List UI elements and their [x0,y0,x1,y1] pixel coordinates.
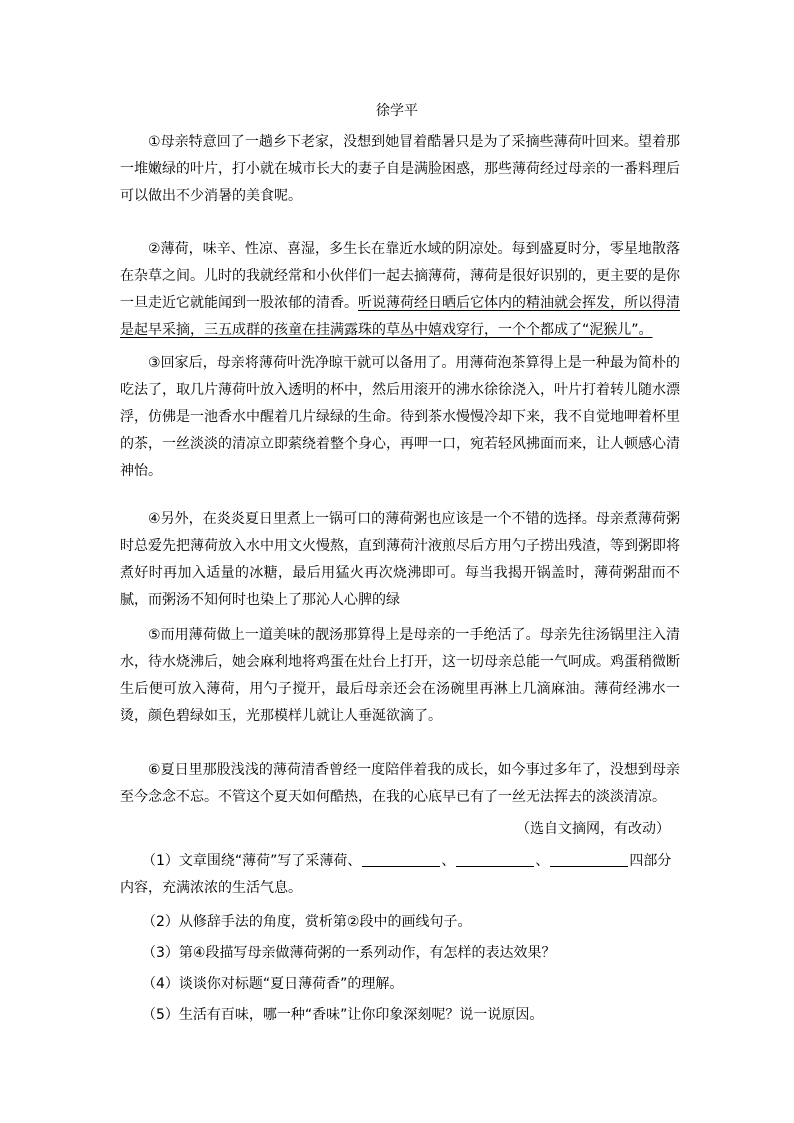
paragraph-2 [120,236,680,344]
author-name: 徐学平 [376,103,418,119]
source-note: （选自文摘网，有改动） [516,821,670,837]
question-5: （5）生活有百味，哪一种“香味”让你印象深刻呢？说一说原因。 [142,1007,544,1023]
question-3: （3）第④段描写母亲做薄荷粥的一系列动作，有怎样的表达效果？ [142,945,556,961]
answer-blank-2[interactable] [456,852,534,867]
question-4: （4）谈谈你对标题“夏日薄荷香”的理解。 [142,976,404,992]
answer-blank-3[interactable] [550,852,628,867]
answer-blank-1[interactable] [362,852,440,867]
question-2: （2）从修辞手法的角度，赏析第②段中的画线句子。 [142,914,472,930]
paragraph-1: ①母亲特意回了一趟乡下老家，没想到她冒着酷暑只是为了采摘些薄荷叶回来。望着那一堆嫩绿的叶片，打小就在城市长大的妻子自是满脸困惑，那些薄荷经过母亲的一番料理后可以做出不少消暑的美食呢。 [120,134,680,204]
paragraph-2-text: ②薄荷，味辛、性凉、喜湿，多生长在靠近水域的阴凉处。每到盛夏时分，零星地散落在杂草之间。儿时的我就经常和小伙伴们一起去摘薄荷，薄荷是很好识别的，更主要的是你一旦走近它就能闻到一股浓郁的清香。 [120,241,680,311]
question-1-sep1: 、 [441,853,456,869]
paragraph-4: ④另外，在炎炎夏日里煮上一锅可口的薄荷粥也应该是一个不错的选择。母亲煮薄荷粥时总爱先把薄荷放入水中用文火慢熬，直到薄荷汁液煎尽后方用勺子捞出残渣，等到粥即将煮好时再加入适量的冰糖，最后用猛火再次烧沸即可。每当我揭开锅盖时，薄荷粥甜而不腻，而粥汤不知何时也染上了那沁人心脾的绿 [120,511,680,608]
question-1-text: （1）文章围绕“薄荷”写了采薄荷、 [142,853,362,869]
underlined-sentence: 听说薄荷经日晒后它体内的精油就会挥发，所以得清是起早采摘，三五成群的孩童在挂满露珠的草丛中嬉戏穿行，一个个都成了“泥猴儿”。 [120,295,680,338]
paragraph-3: ③回家后，母亲将薄荷叶洗净晾干就可以备用了。用薄荷泡茶算得上是一种最为简朴的吃法了，取几片薄荷叶放入透明的杯中，然后用滚开的沸水徐徐浇入，叶片打着转儿随水漂浮，仿佛是一池香水中醒着几片绿绿的生命。待到茶水慢慢冷却下来，我不自觉地呷着杯里的茶，一丝淡淡的清凉立即萦绕着整个身心，再呷一口，宛若轻风拂面而来，让人顿感心清神怡。 [120,355,680,479]
paragraph-5: ⑤而用薄荷做上一道美味的靓汤那算得上是母亲的一手绝活了。母亲先往汤锅里注入清水，待水烧沸后，她会麻利地将鸡蛋在灶台上打开，这一切母亲总能一气呵成。鸡蛋稍微断生后便可放入薄荷，用勺子搅开，最后母亲还会在汤碗里再淋上几滴麻油。薄荷经沸水一烫，颜色碧绿如玉，光那模样儿就让人垂涎欲滴了。 [120,627,680,724]
question-1-sep2: 、 [535,853,550,869]
paragraph-6: ⑥夏日里那股浅浅的薄荷清香曾经一度陪伴着我的成长，如今事过多年了，没想到母亲至今念念不忘。不管这个夏天如何酷热，在我的心底早已有了一丝无法挥去的淡淡清凉。 [120,762,680,805]
question-1-tail: 四部分内容，充满浓浓的生活气息。 [120,853,672,896]
question-1 [120,848,682,902]
